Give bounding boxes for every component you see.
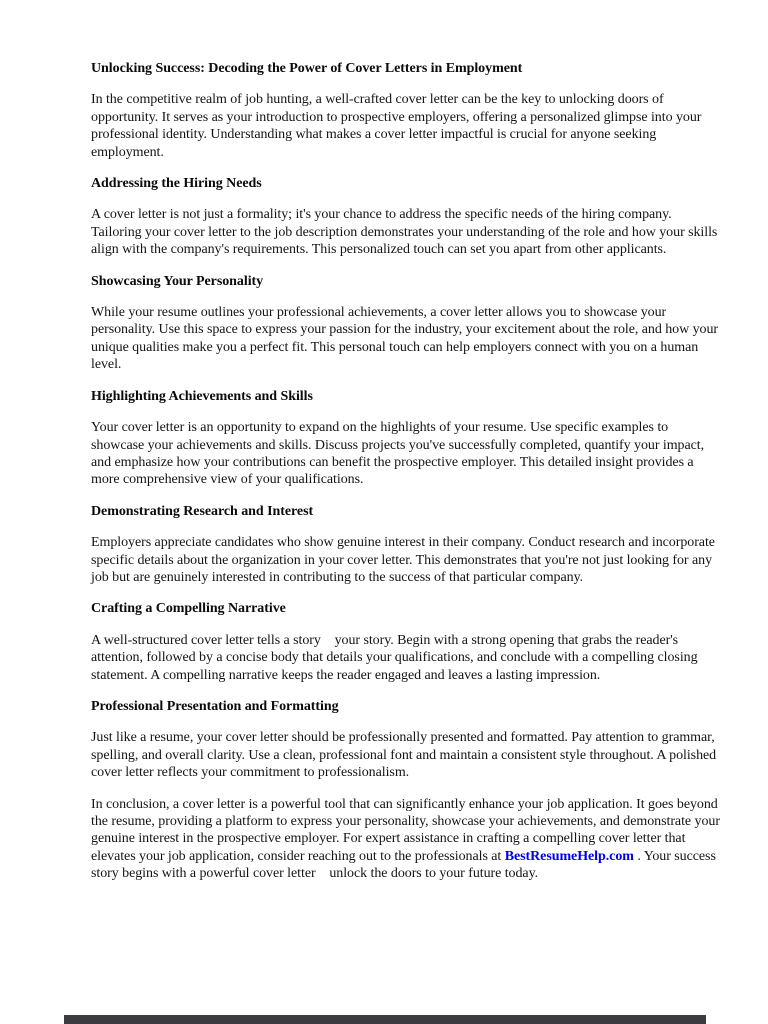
section-heading-narrative: Crafting a Compelling Narrative <box>91 601 286 617</box>
section-heading-achievements: Highlighting Achievements and Skills <box>91 388 313 404</box>
section-heading-research: Demonstrating Research and Interest <box>91 503 314 519</box>
closing-paragraph <box>91 796 724 883</box>
intro-paragraph: In the competitive realm of job hunting, a well-crafted cover letter can be the key to unlocking doors of opportunity. It serves as your introduction to prospective employers, offering a personalized glimpse into your professional identity. Understanding what makes a cover letter impactful is crucial for anyone seeking employment. <box>91 92 705 160</box>
section-paragraph-achievements: Your cover letter is an opportunity to expand on the highlights of your resume. Use specific examples to showcase your achievements and skills. Discuss projects you've successfully completed, quantify your impact, and emphasize how your contributions can benefit the prospective employer. This detailed insight provides a more comprehensive view of your qualifications. <box>91 420 708 488</box>
section-heading-personality: Showcasing Your Personality <box>91 273 264 289</box>
section-heading-formatting: Professional Presentation and Formatting <box>91 698 339 714</box>
section-paragraph-research: Employers appreciate candidates who show genuine interest in their company. Conduct research and incorporate specific details about the organization in your cover letter. This demonstrates that you're not just looking for any job but are genuinely interested in contributing to the success of that particular company. <box>91 535 719 585</box>
best-resume-help-link[interactable]: BestResumeHelp.com <box>504 848 634 864</box>
page-title: Unlocking Success: Decoding the Power of Cover Letters in Employment <box>91 61 523 76</box>
section-paragraph-personality: While your resume outlines your professional achievements, a cover letter allows you to showcase your personality. Use this space to express your passion for the industry, your excitement about the role, and how your unique qualities make you a perfect fit. This personal touch can help employers connect with you on a human level. <box>91 305 722 373</box>
document-content <box>91 60 724 897</box>
closing-text-before-link: In conclusion, a cover letter is a powerful tool that can significantly enhance your job application. It goes beyond the resume, providing a platform to express your personality, showcase your achievements, and demonstrate your genuine interest in the prospective employer. For expert assistance in crafting a compelling cover letter that elevates your job application, consider reaching out to the professionals at <box>91 796 724 864</box>
footer-bar <box>64 1015 706 1024</box>
closing-text-after-link: . Your success story begins with a powerful cover letter unlock the doors to your future today. <box>91 848 720 882</box>
section-heading-hiring-needs: Addressing the Hiring Needs <box>91 176 262 192</box>
section-paragraph-hiring-needs: A cover letter is not just a formality; it's your chance to address the specific needs of the hiring company. Tailoring your cover letter to the job description demonstrates your understanding of the role and how your skills align with the company's requirements. This personalized touch can set you apart from other applicants. <box>91 207 721 258</box>
section-paragraph-formatting: Just like a resume, your cover letter should be professionally presented and formatted. Pay attention to grammar, spelling, and overall clarity. Use a clean, professional font and maintain a consistent style throughout. A polished cover letter reflects your commitment to professionalism. <box>91 730 720 781</box>
section-paragraph-narrative: A well-structured cover letter tells a story your story. Begin with a strong opening that grabs the reader's attention, followed by a concise body that details your qualifications, and conclude with a compelling closing statement. A compelling narrative keeps the reader engaged and leaves a lasting impression. <box>91 632 701 683</box>
